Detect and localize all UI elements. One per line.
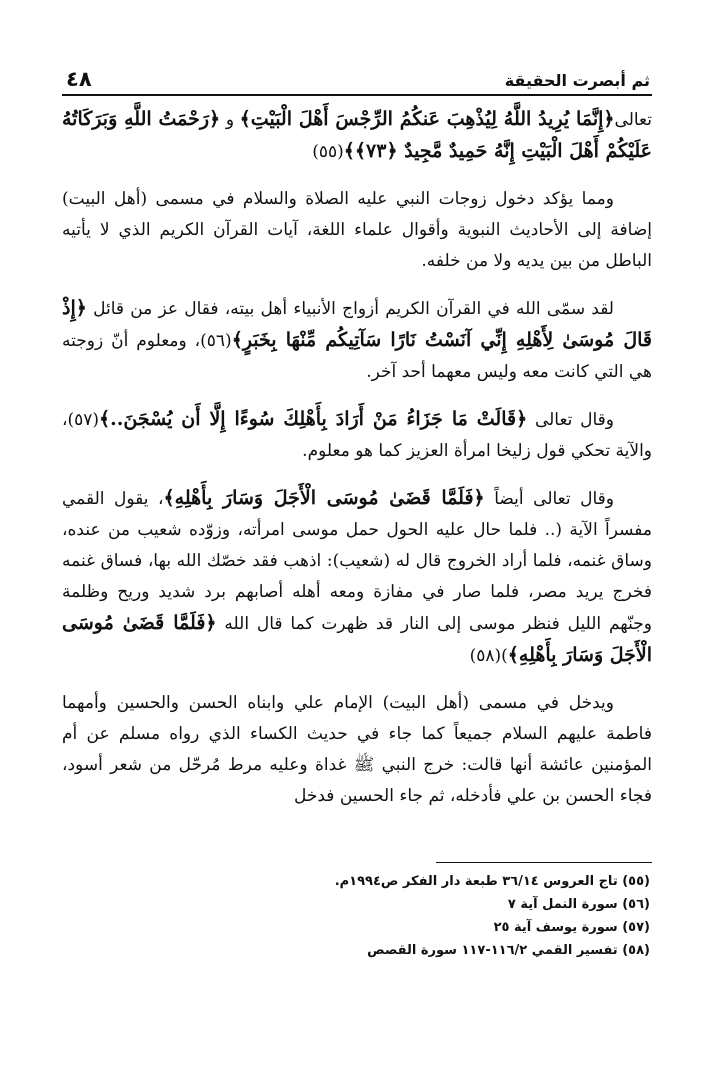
book-title: ثم أبصرت الحقيقة [504, 71, 650, 90]
quran-verse: ﴿إِنَّمَا يُرِيدُ اللَّهُ لِيُذْهِبَ عَنكُمُ الرِّجْسَ أَهْلَ الْبَيْتِ﴾ [239, 108, 615, 130]
page-header [62, 60, 652, 96]
paragraph-text: )(٥٨) [469, 646, 508, 666]
paragraph-text: ، يقول القمي مفسراً الآية (.. فلما حال عليه الحول حمل موسى امرأته، وزوّده شعيب من عنده، وساق غنمه، فلما أراد الخروج قال له (شعيب): اذهب فقد خصّك الله بها، فساق غنمه فخرج يريد مصر، فلما صار في مفازة ومعه أهله أصابهم برد شديد وريح وظلمة وجنّهم الليل فنظر موسى إلى النار قد ظهرت كما قال الله [62, 489, 652, 634]
paragraph-text: ومما يؤكد دخول زوجات النبي عليه الصلاة والسلام في مسمى (أهل البيت) إضافة إلى الأحاديث النبوية وأقوال علماء اللغة، آيات القرآن الكريم الذي لا يأتيه الباطل من بين يديه ولا من خلفه. [62, 189, 652, 271]
paragraph [62, 293, 652, 388]
paragraph [62, 184, 652, 277]
paragraph-text: وقال تعالى [527, 410, 615, 430]
footnotes [62, 870, 650, 962]
paragraph-text: و [220, 110, 240, 130]
quran-verse: ﴿قَالَتْ مَا جَزَاءُ مَنْ أَرَادَ بِأَهْلِكَ سُوءًا إِلَّا أَن يُسْجَنَ..﴾ [99, 408, 528, 430]
footnote-56: (٥٦) سورة النمل آية ٧ [507, 897, 650, 912]
quran-verse: ﴿رَحْمَتُ اللَّهِ وَبَرَكَاتُهُ عَلَيْكُمْ أَهْلَ الْبَيْتِ إِنَّهُ حَمِيدٌ مَّجِيدٌ ﴿٧٣﴾﴾ [62, 108, 652, 162]
paragraph [62, 104, 652, 168]
paragraph-text: تعالى [614, 110, 652, 130]
page-number: ٤٨ [66, 67, 92, 91]
footnote-57: (٥٧) سورة يوسف آية ٢٥ [493, 920, 650, 935]
quran-verse: ﴿فَلَمَّا قَضَىٰ مُوسَى الْأَجَلَ وَسَارَ بِأَهْلِهِ﴾ [163, 487, 485, 509]
footnote-divider [436, 862, 652, 863]
paragraph-text: (٥٧)، والآية تحكي قول زليخا امرأة العزيز كما هو معلوم. [62, 410, 652, 461]
paragraph-text: (٥٦)، ومعلوم أنّ زوجته هي التي كانت معه وليس معهما أحد آخر. [62, 331, 652, 382]
paragraph [62, 404, 652, 467]
quran-verse: ﴿فَلَمَّا قَضَىٰ مُوسَى الْأَجَلَ وَسَارَ بِأَهْلِهِ﴾ [62, 612, 652, 666]
paragraph-text: وقال تعالى أيضاً [484, 489, 615, 509]
paragraph [62, 483, 652, 672]
footnote-55: (٥٥) تاج العروس ٣٦/١٤ طبعة دار الفكر ص١٩٩٤م. [334, 874, 650, 889]
paragraph-text: ويدخل في مسمى (أهل البيت) الإمام علي وابناه الحسن والحسين وأمهما فاطمة عليهم السلام جميعاً كما جاء في حديث الكساء الذي رواه مسلم عن أم المؤمنين عائشة أنها قالت: خرج النبي ﷺ غداة وعليه مرط مُرحّل من شعر أسود، فجاء الحسن بن علي فأدخله، ثم جاء الحسين فدخل [62, 693, 652, 806]
body-text [62, 104, 652, 828]
paragraph [62, 688, 652, 812]
paragraph-text: (٥٥) [312, 142, 344, 162]
paragraph-text: لقد سمّى الله في القرآن الكريم أزواج الأنبياء أهل بيته، فقال عز من قائل [86, 299, 614, 319]
quran-verse: ﴿إِذْ قَالَ مُوسَىٰ لِأَهْلِهِ إِنِّي آنَسْتُ نَارًا سَآتِيكُم مِّنْهَا بِخَبَرٍ﴾ [62, 297, 652, 351]
footnote-58: (٥٨) تفسير القمي ١١٦/٢-١١٧ سورة القصص [367, 943, 650, 958]
